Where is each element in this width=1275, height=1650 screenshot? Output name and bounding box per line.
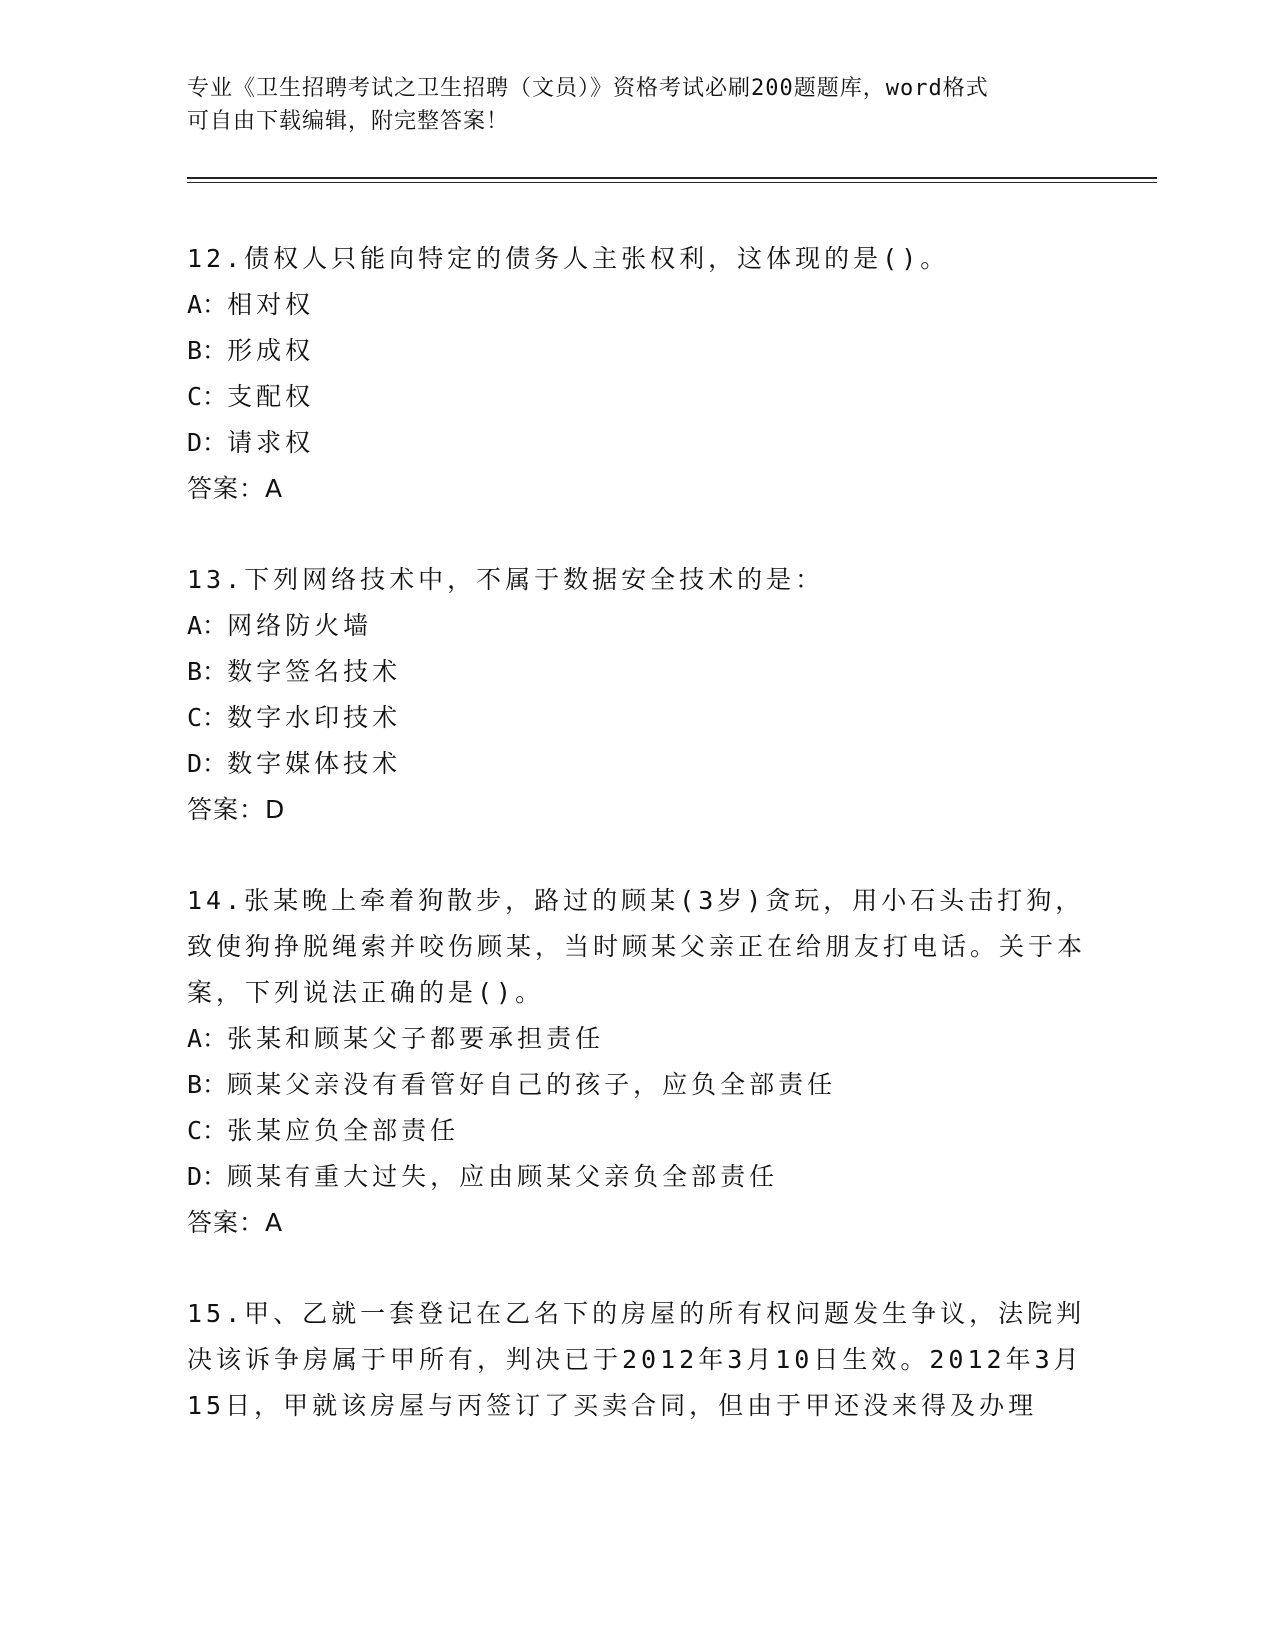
question-15 bbox=[187, 1291, 1087, 1429]
option-a bbox=[187, 1016, 1087, 1062]
option-text: 张某应负全部责任 bbox=[227, 1116, 460, 1145]
option-b bbox=[187, 1062, 1087, 1108]
question-text: 13.下列网络技术中，不属于数据安全技术的是： bbox=[187, 565, 825, 594]
option-d bbox=[187, 1154, 1087, 1200]
header-title-line1: 专业《卫生招聘考试之卫生招聘（文员）》资格考试必刷200题题库，word格式 bbox=[187, 76, 989, 101]
option-letter: B： bbox=[187, 336, 228, 365]
option-c bbox=[187, 695, 1087, 741]
option-text: 张某和顾某父子都要承担责任 bbox=[227, 1024, 605, 1053]
option-letter: C： bbox=[187, 382, 228, 411]
option-text: 顾某有重大过失，应由顾某父亲负全部责任 bbox=[227, 1162, 779, 1191]
option-text: 形成权 bbox=[227, 336, 315, 365]
question-text: 14.张某晚上牵着狗散步，路过的顾某(3岁)贪玩，用小石头击打狗，致使狗挣脱绳索并咬伤顾某，当时顾某父亲正在给朋友打电话。关于本案，下列说法正确的是()。 bbox=[187, 886, 1087, 1007]
option-text: 数字水印技术 bbox=[227, 703, 402, 732]
option-letter: A： bbox=[187, 611, 228, 640]
option-letter: B： bbox=[187, 1070, 228, 1099]
question-list bbox=[187, 236, 1087, 1474]
option-letter: A： bbox=[187, 290, 228, 319]
option-b bbox=[187, 328, 1087, 374]
question-text: 12.债权人只能向特定的债务人主张权利，这体现的是()。 bbox=[187, 244, 950, 273]
answer-line: 答案：D bbox=[187, 795, 286, 824]
answer-line: 答案：A bbox=[187, 474, 284, 503]
option-letter: C： bbox=[187, 1116, 228, 1145]
option-text: 相对权 bbox=[227, 290, 315, 319]
option-d bbox=[187, 420, 1087, 466]
question-text: 15.甲、乙就一套登记在乙名下的房屋的所有权问题发生争议，法院判决该诉争房属于甲所有，判决已于2012年3月10日生效。2012年3月15日，甲就该房屋与丙签订了买卖合同，但由于甲还没来得及办理 bbox=[187, 1299, 1086, 1420]
question-12 bbox=[187, 236, 1087, 512]
option-letter: D： bbox=[187, 749, 228, 778]
option-letter: D： bbox=[187, 1162, 228, 1191]
option-text: 支配权 bbox=[227, 382, 315, 411]
option-a bbox=[187, 282, 1087, 328]
option-letter: A： bbox=[187, 1024, 228, 1053]
option-a bbox=[187, 603, 1087, 649]
option-b bbox=[187, 649, 1087, 695]
header-divider-thick bbox=[187, 177, 1157, 179]
option-text: 数字签名技术 bbox=[227, 657, 402, 686]
option-letter: D： bbox=[187, 428, 228, 457]
answer-line: 答案：A bbox=[187, 1208, 284, 1237]
option-d bbox=[187, 741, 1087, 787]
question-14 bbox=[187, 878, 1087, 1246]
option-text: 顾某父亲没有看管好自己的孩子，应负全部责任 bbox=[227, 1070, 837, 1099]
option-text: 请求权 bbox=[227, 428, 315, 457]
option-letter: C： bbox=[187, 703, 228, 732]
option-text: 网络防火墙 bbox=[227, 611, 373, 640]
header-divider-thin bbox=[187, 182, 1157, 183]
option-c bbox=[187, 374, 1087, 420]
option-c bbox=[187, 1108, 1087, 1154]
option-letter: B： bbox=[187, 657, 228, 686]
document-header bbox=[187, 72, 1087, 138]
option-text: 数字媒体技术 bbox=[227, 749, 402, 778]
question-13 bbox=[187, 557, 1087, 833]
header-title-line2: 可自由下载编辑，附完整答案！ bbox=[187, 109, 510, 134]
